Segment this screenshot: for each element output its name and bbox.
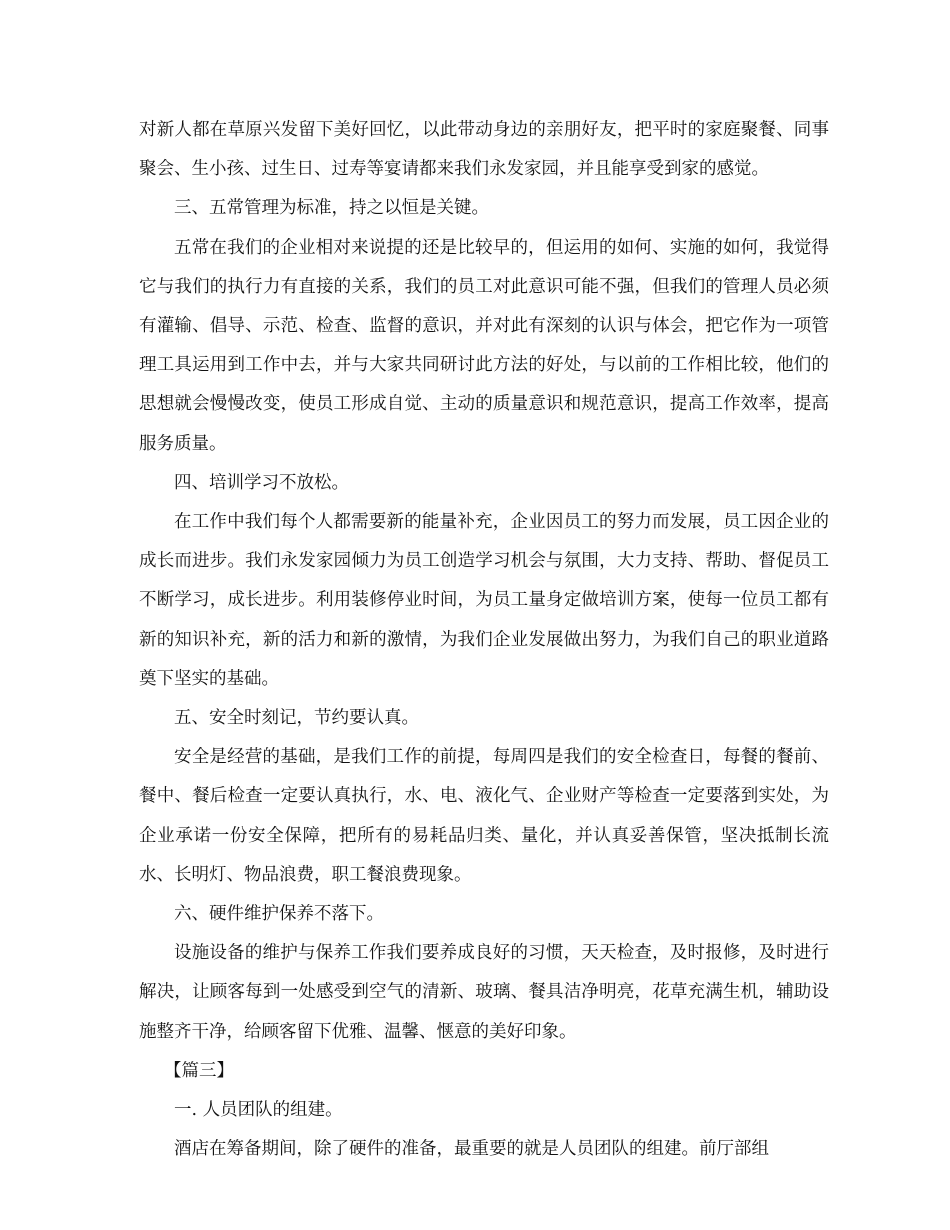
body-paragraph: 五常在我们的企业相对来说提的还是比较早的，但运用的如何、实施的如何，我觉得它与我们的执行力有直接的关系，我们的员工对此意识可能不强，但我们的管理人员必须有灌输、倡导、示范、检查、监督的意识，并对此有深刻的认识与体会，把它作为一项管理工具运用到工作中去，并与大家共同研讨此方法的好处，与以前的工作相比较，他们的思想就会慢慢改变，使员工形成自觉、主动的质量意识和规范意识，提高工作效率，提高服务质量。 (139, 237, 829, 454)
body-paragraph: 酒店在筹备期间，除了硬件的准备，最重要的就是人员团队的组建。前厅部组 (174, 1139, 769, 1160)
section-heading: 三、五常管理为标准，持之以恒是关键。 (174, 198, 489, 219)
section-heading: 四、培训学习不放松。 (174, 472, 349, 493)
body-paragraph: 在工作中我们每个人都需要新的能量补充，企业因员工的努力而发展，员工因企业的成长而进步。我们永发家园倾力为员工创造学习机会与氛围，大力支持、帮助、督促员工不断学习，成长进步。利用装修停业时间，为员工量身定做培训方案，使每一位员工都有新的知识补充，新的活力和新的激情，为我们企业发展做出努力，为我们自己的职业道路奠下坚实的基础。 (139, 512, 829, 689)
section-heading: 一. 人员团队的组建。 (174, 1100, 343, 1121)
section-heading: 六、硬件维护保养不落下。 (174, 904, 384, 925)
body-paragraph: 安全是经营的基础，是我们工作的前提，每周四是我们的安全检查日，每餐的餐前、餐中、餐后检查一定要认真执行，水、电、液化气、企业财产等检查一定要落到实处，为企业承诺一份安全保障，把所有的易耗品归类、量化，并认真妥善保管，坚决抵制长流水、长明灯、物品浪费，职工餐浪费现象。 (139, 747, 829, 885)
body-paragraph: 对新人都在草原兴发留下美好回忆，以此带动身边的亲朋好友，把平时的家庭聚餐、同事聚会、生小孩、过生日、过寿等宴请都来我们永发家园，并且能享受到家的感觉。 (139, 120, 829, 180)
part-marker: 【篇三】 (164, 1060, 234, 1081)
document-body (139, 111, 829, 1169)
body-paragraph: 设施设备的维护与保养工作我们要养成良好的习惯，天天检查，及时报修，及时进行解决，让顾客每到一处感受到空气的清新、玻璃、餐具洁净明亮，花草充满生机，辅助设施整齐干净，给顾客留下优雅、温馨、惬意的美好印象。 (139, 943, 829, 1042)
section-heading: 五、安全时刻记，节约要认真。 (174, 708, 419, 729)
